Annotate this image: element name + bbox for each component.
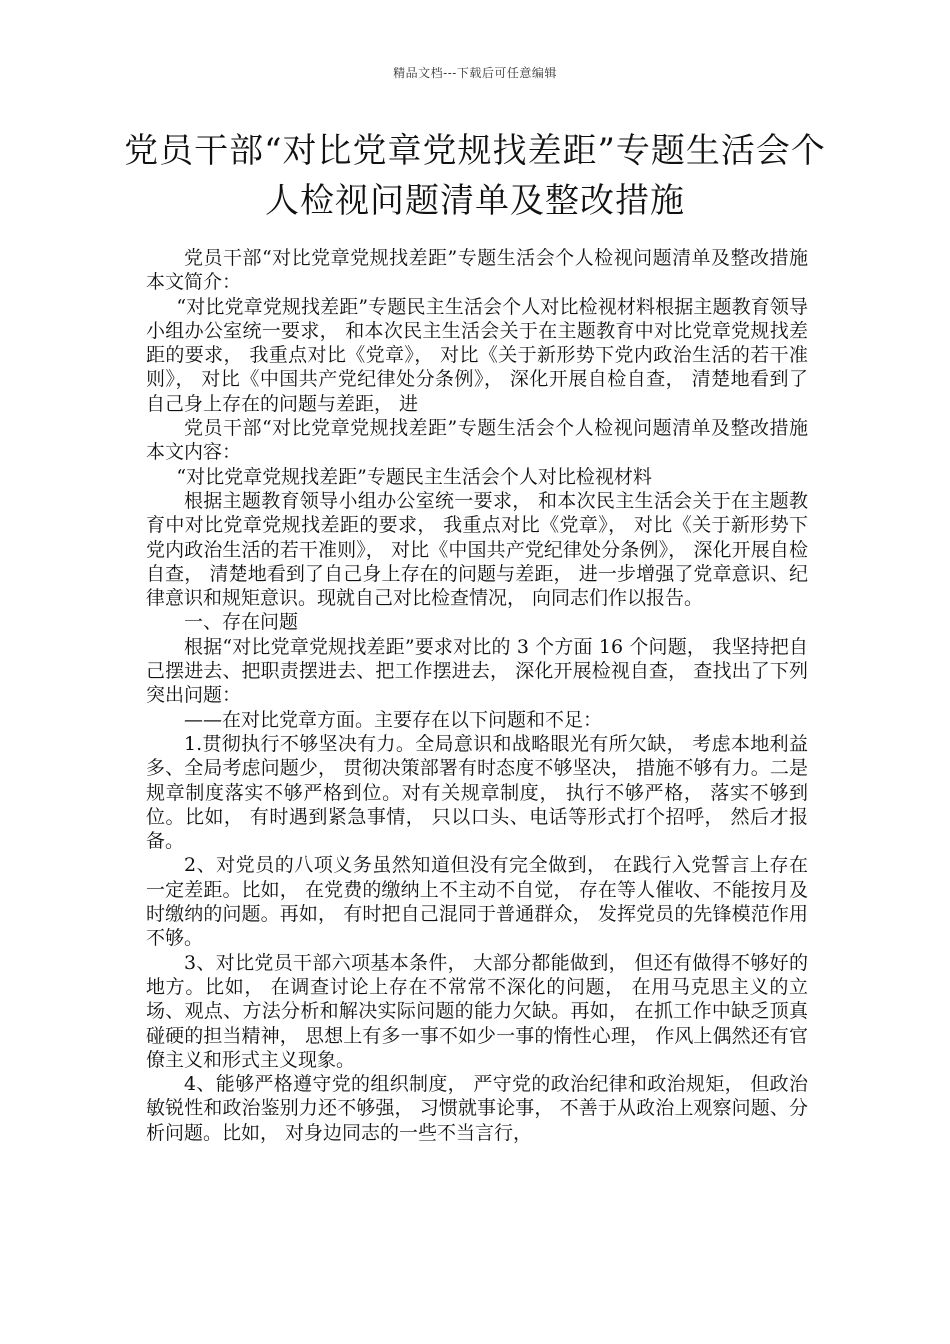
paragraph: ——在对比党章方面。主要存在以下问题和不足： — [184, 708, 603, 731]
section-heading: 一、存在问题 — [184, 611, 299, 634]
document-body — [146, 246, 821, 1145]
page-header: 精品文档---下载后可任意编辑 — [393, 66, 557, 80]
paragraph: 根据主题教育领导小组办公室统一要求， 和本次民主生活会关于在主题教育中对比党章党规找差距的要求， 我重点对比《党章》， 对比《关于新形势下党内政治生活的若干准则》， 对比《中国共产党纪律处分条例》， 深化开展自检自查， 清楚地看到了自己身上存在的问题与差距， 进一步增强了党章意识、纪律意识和规矩意识。现就自己对比检查情况， 向同志们作以报告。 — [146, 489, 808, 610]
paragraph: 3、对比党员干部六项基本条件， 大部分都能做到， 但还有做得不够好的地方。比如， 在调查讨论上存在不常常不深化的问题， 在用马克思主义的立场、观点、方法分析和解决实际问题的能力欠缺。再如， 在抓工作中缺乏顶真碰硬的担当精神， 思想上有多一事不如少一事的惰性心理， 作风上偶然还有官僚主义和形式主义现象。 — [146, 951, 808, 1071]
paragraph: 2、对党员的八项义务虽然知道但没有完全做到， 在践行入党誓言上存在一定差距。比如， 在党费的缴纳上不主动不自觉， 存在等人催收、不能按月及时缴纳的问题。再如， 有时把自己混同于普通群众， 发挥党员的先锋模范作用不够。 — [146, 854, 808, 950]
paragraph: 党员干部“对比党章党规找差距”专题生活会个人检视问题清单及整改措施 本文内容： — [146, 417, 821, 464]
paragraph: 4、能够严格遵守党的组织制度， 严守党的政治纪律和政治规矩， 但政治敏锐性和政治鉴别力还不够强， 习惯就事论事， 不善于从政治上观察问题、分析问题。比如， 对身边同志的一些不当言行， — [146, 1073, 808, 1144]
paragraph: “对比党章党规找差距”专题民主生活会个人对比检视材料 — [176, 465, 652, 488]
document-title: 党员干部“对比党章党规找差距”专题生活会个人检视问题清单及整改措施 — [124, 131, 826, 221]
paragraph: 根据“对比党章党规找差距”要求对比的 3 个方面 16 个问题， 我坚持把自己摆进去、把职责摆进去、把工作摆进去， 深化开展检视自查， 查找出了下列突出问题： — [146, 635, 808, 707]
paragraph: 1.贯彻执行不够坚决有力。全局意识和战略眼光有所欠缺， 考虑本地利益多、全局考虑问题少， 贯彻决策部署有时态度不够坚决， 措施不够有力。二是规章制度落实不够严格到位。对有关规章制度， 执行不够严格， 落实不够到位。比如， 有时遇到紧急事情， 只以口头、电话等形式打个招呼， 然后才报备。 — [146, 732, 808, 853]
paragraph: “对比党章党规找差距”专题民主生活会个人对比检视材料根据主题教育领导小组办公室统一要求， 和本次民主生活会关于在主题教育中对比党章党规找差距的要求， 我重点对比《党章》， 对比《关于新形势下党内政治生活的若干准则》， 对比《中国共产党纪律处分条例》， 深化开展自检自查， 清楚地看到了自己身上存在的问题与差距， 进 — [146, 295, 808, 415]
paragraph: 党员干部“对比党章党规找差距”专题生活会个人检视问题清单及整改措施 本文简介： — [146, 247, 821, 294]
